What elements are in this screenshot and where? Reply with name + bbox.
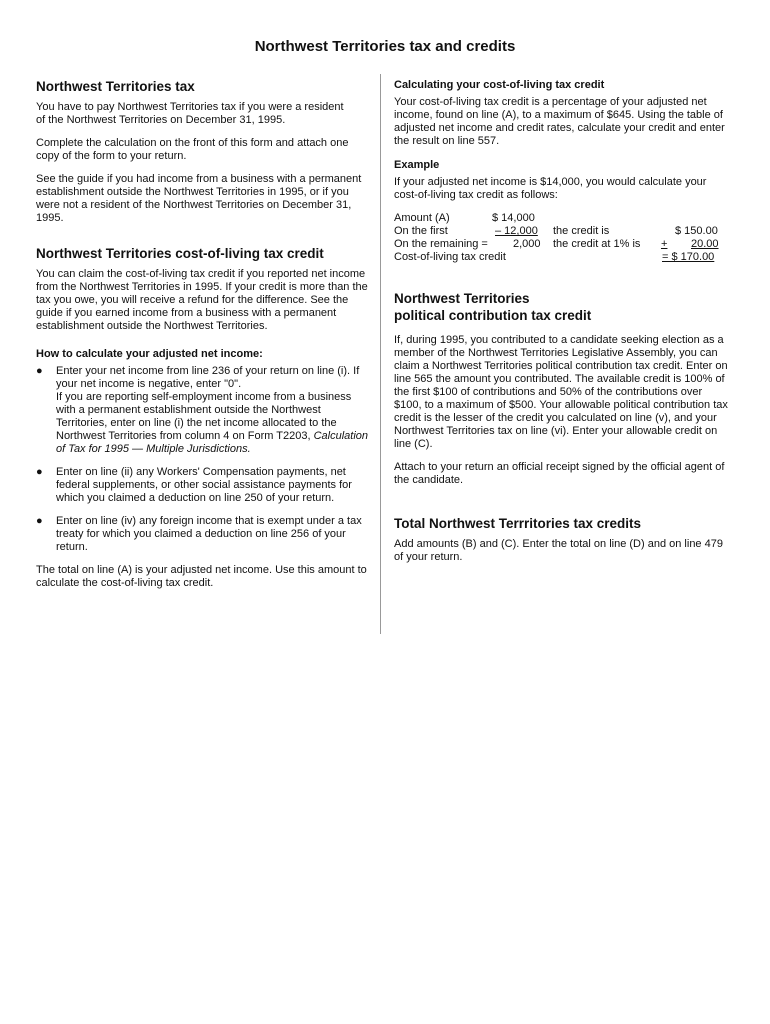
tax-paragraph-2: Complete the calculation on the front of this form and attach one copy of the form to your return.: [36, 137, 349, 162]
bullet-1-text-b: If you are reporting self-employment income from a business with a permanent establishment outside the Northwest Territories, enter on line (i) the net income allocated to the Northwest Territories from column 4 on Form T2203,: [56, 391, 352, 442]
calculating-heading: Calculating your cost-of-living tax credit: [394, 79, 605, 91]
bullet-1-form-title: Calculation of Tax for 1995 — Multiple Jurisdictions: [56, 430, 368, 455]
bullet-2-text: Enter on line (ii) any Workers' Compensation payments, net federal supplements, or other social assistance payments for which you claimed a deduction on line 250 of your return.: [56, 466, 352, 504]
how-to-heading: How to calculate your adjusted net income:: [36, 348, 263, 360]
bullet-3-text: Enter on line (iv) any foreign income that is exempt under a tax treaty for which you claimed a deduction on line 256 of your return.: [56, 515, 362, 553]
instruction-list: [36, 365, 370, 554]
political-paragraph-2: Attach to your return an official receipt signed by the official agent of the candidate.: [394, 461, 725, 486]
list-item: [36, 365, 370, 456]
tax-heading: Northwest Territories tax: [36, 79, 195, 94]
list-item: [36, 466, 370, 505]
example-row: [394, 212, 732, 225]
example-table: [394, 212, 732, 264]
example-label: Cost-of-living tax credit: [394, 251, 506, 263]
tax-paragraph-1: You have to pay Northwest Territories tax if you were a resident of the Northwest Territories on December 31, 1995.: [36, 101, 344, 126]
example-total: = $ 170.00: [662, 251, 715, 263]
political-heading-line-2: political contribution tax credit: [394, 308, 592, 323]
example-label: On the remaining =: [394, 238, 488, 250]
example-amount: 2,000: [513, 238, 541, 250]
calculating-paragraph: Your cost-of-living tax credit is a percentage of your adjusted net income, found on line (A), to a maximum of $645. Using the table of adjusted net income and credit rates, calculate your credit and enter the result on line 557.: [394, 96, 725, 147]
example-amount: $ 14,000: [492, 212, 535, 224]
bullet-1-end: .: [247, 443, 251, 455]
example-label: On the first: [394, 225, 448, 237]
political-paragraph-1: If, during 1995, you contributed to a candidate seeking election as a member of the Northwest Territories Legislative Assembly, you can claim a Northwest Territories political contribution tax credit. Enter on line 565 the amount you contributed. The available credit is 100% of the first $100 of contributions and 50% of the contributions over $100, to a maximum of $500. Your allowable political contribution tax credit is the lesser of the credit you calculated on line (v), and your Northwest Territories tax on line (vi). Enter your allowable credit on line (C).: [394, 334, 728, 450]
column-divider: [380, 74, 381, 634]
list-item: [36, 515, 370, 554]
cost-of-living-paragraph: You can claim the cost-of-living tax credit if you reported net income from the Northwest Territories in 1995. If your credit is more than the tax you owe, you will receive a refund for the difference. See the guide if you earned income from a business with a permanent establishment outside the Northwest Territories.: [36, 268, 368, 332]
example-operator: +: [661, 238, 668, 250]
right-column: [394, 78, 732, 574]
total-a-paragraph: The total on line (A) is your adjusted net income. Use this amount to calculate the cost-of-living tax credit.: [36, 564, 367, 589]
example-paragraph: If your adjusted net income is $14,000, you would calculate your cost-of-living tax credit as follows:: [394, 176, 707, 201]
example-amount: – 12,000: [495, 225, 538, 237]
cost-of-living-heading: Northwest Territories cost-of-living tax credit: [36, 246, 324, 261]
example-description: the credit is: [553, 225, 610, 237]
page-title: Northwest Territories tax and credits: [254, 38, 516, 55]
bullet-icon: ●: [36, 365, 43, 377]
total-credits-heading: Total Northwest Terrritories tax credits: [394, 516, 642, 531]
example-description: the credit at 1% is: [553, 238, 641, 250]
bullet-1-text-a: Enter your net income from line 236 of your return on line (i). If your net income is negative, enter "0".: [56, 365, 360, 390]
example-row: [394, 225, 732, 238]
left-column: [36, 78, 370, 600]
total-credits-paragraph: Add amounts (B) and (C). Enter the total on line (D) and on line 479 of your return.: [394, 538, 723, 563]
political-heading-line-1: Northwest Territories: [394, 291, 530, 306]
example-row: [394, 251, 732, 264]
tax-paragraph-3: See the guide if you had income from a business with a permanent establishment outside the Northwest Territories in 1995, or if you were not a resident of the Northwest Territories on December 31, 1995.: [36, 173, 362, 224]
example-label: Amount (A): [394, 212, 450, 224]
example-heading: Example: [394, 159, 440, 171]
bullet-icon: ●: [36, 515, 43, 527]
example-value: 20.00: [691, 238, 719, 250]
example-row: [394, 238, 732, 251]
example-value: $ 150.00: [675, 225, 718, 237]
bullet-icon: ●: [36, 466, 43, 478]
